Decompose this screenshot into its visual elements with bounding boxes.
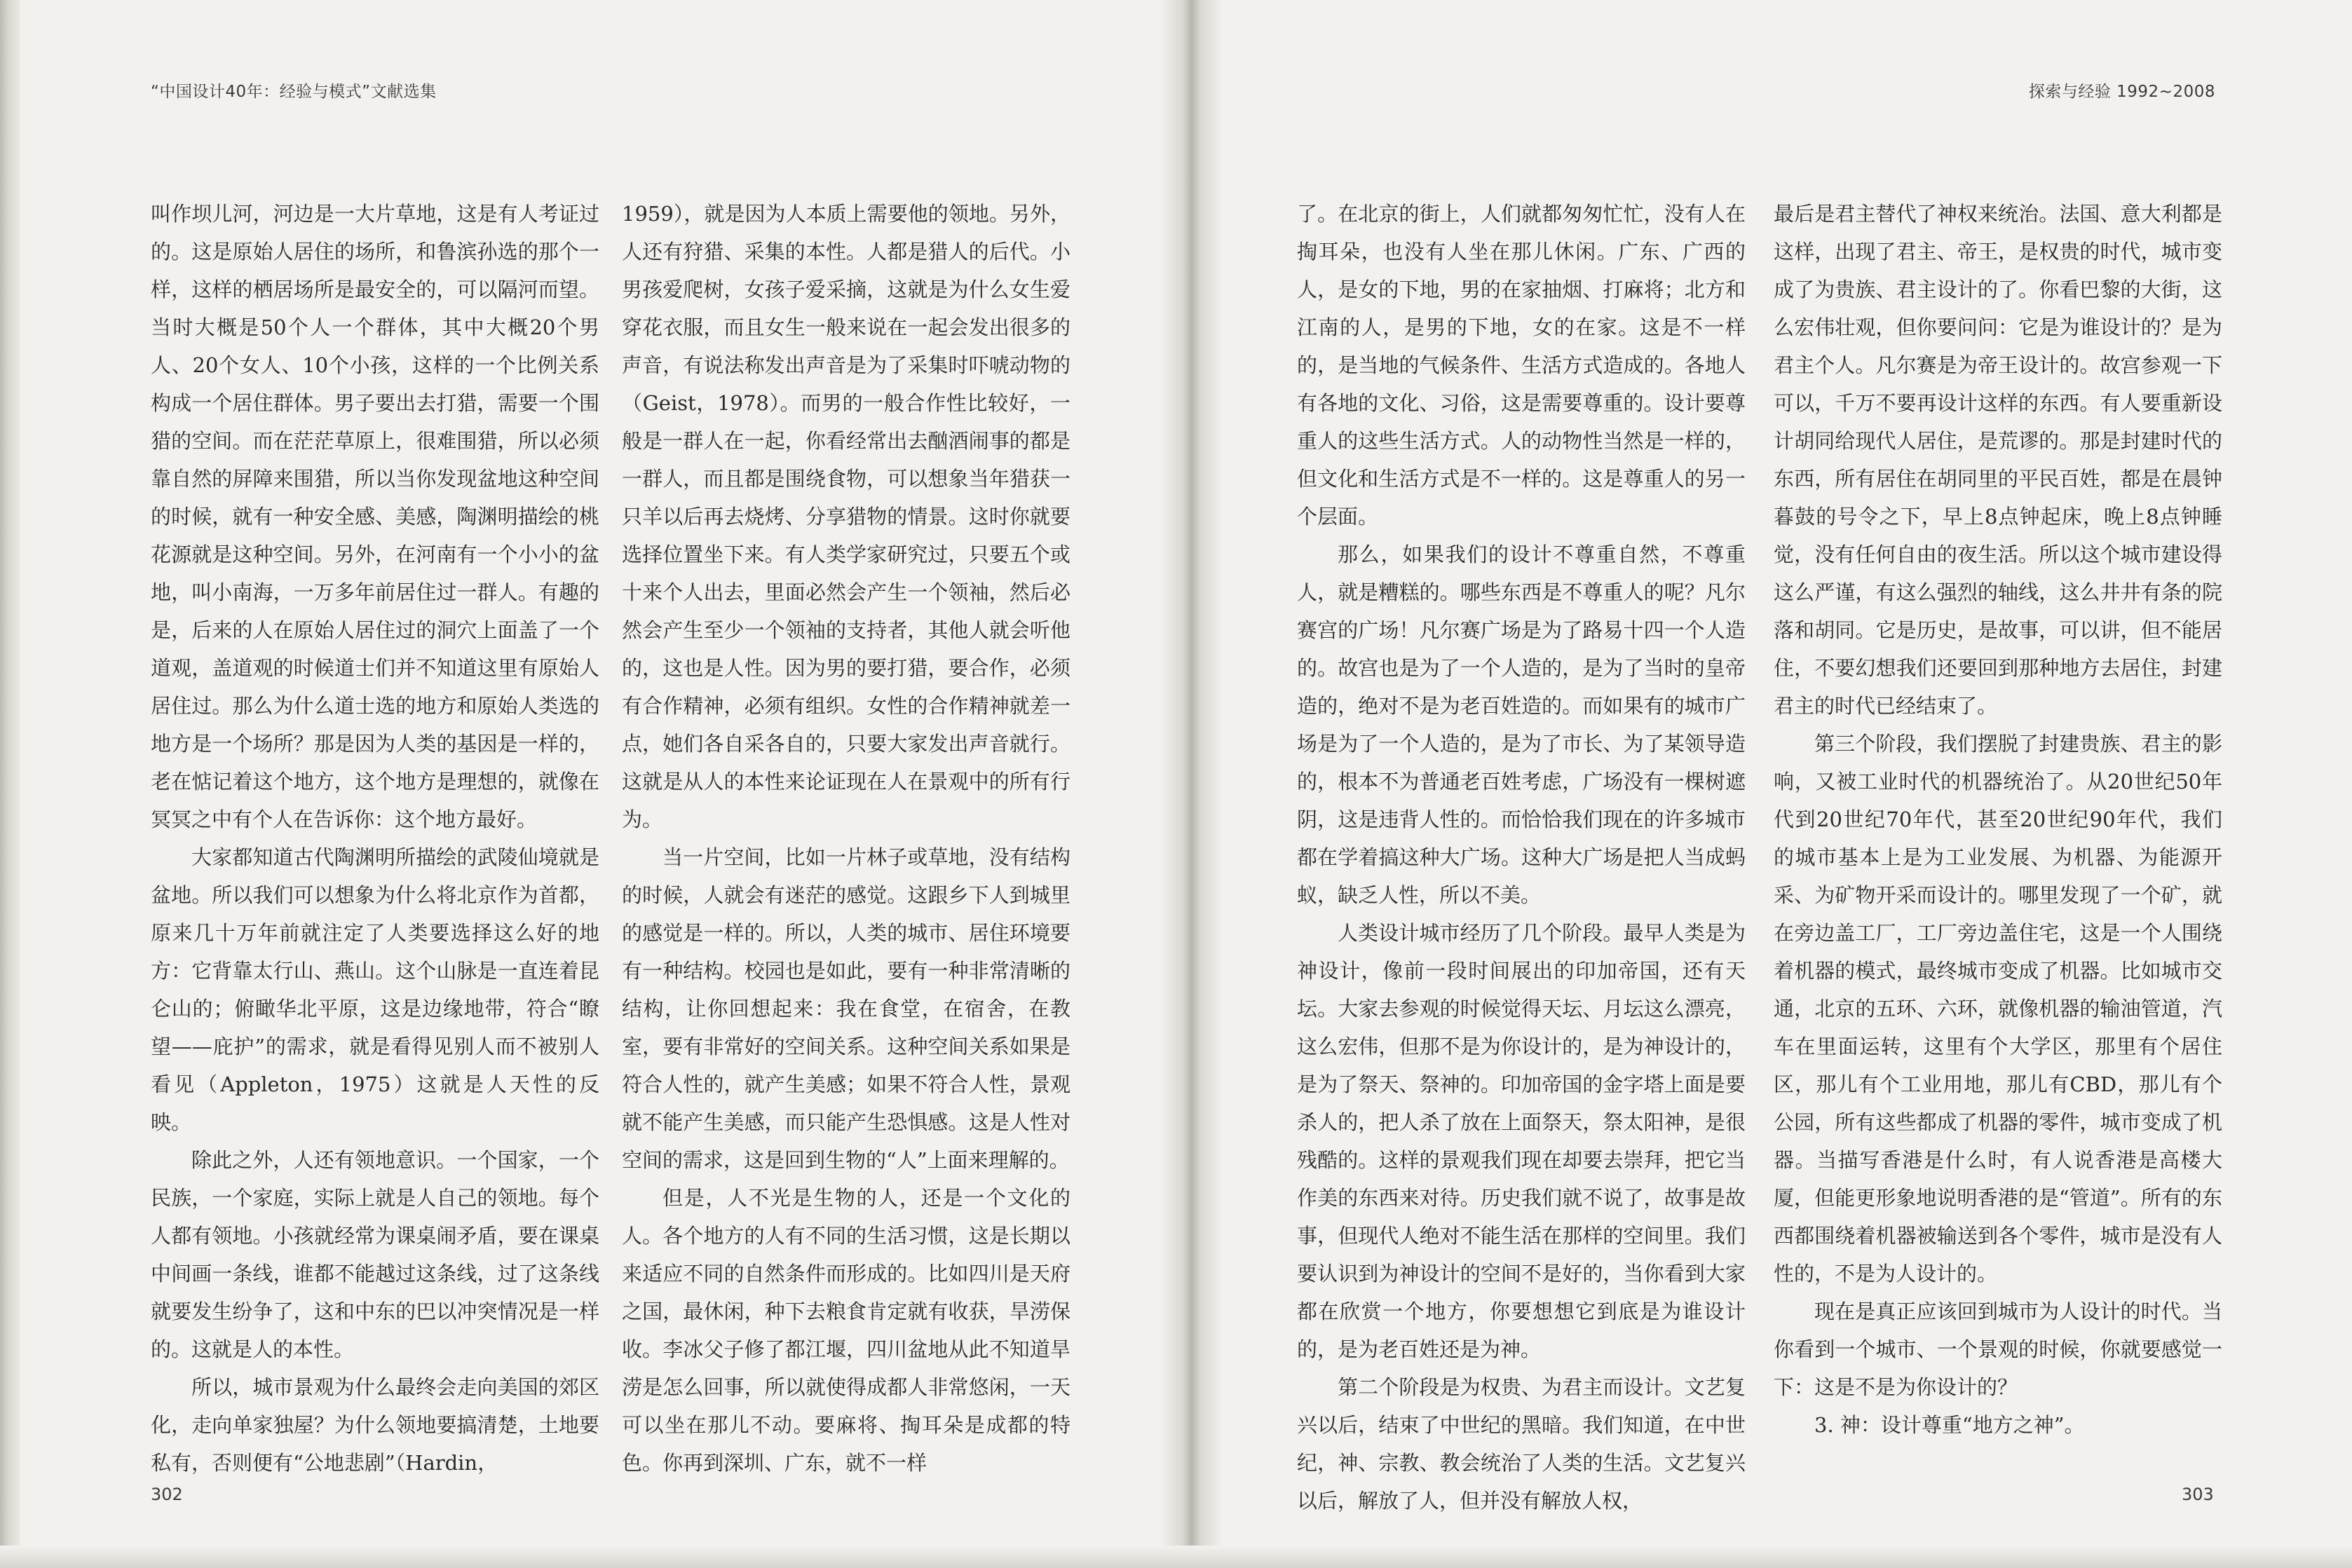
right-page-column-2 <box>1774 195 2222 1444</box>
paragraph: 那么，如果我们的设计不尊重自然，不尊重人，就是糟糕的。哪些东西是不尊重人的呢？凡尔赛宫的广场！凡尔赛广场是为了路易十四一个人造的。故宫也是为了一个人造的，是为了当时的皇帝造的，绝对不是为老百姓造的。而如果有的城市广场是为了一个人造的，是为了市长、为了某领导造的，根本不为普通老百姓考虑，广场没有一棵树遮阴，这是违背人性的。而恰恰我们现在的许多城市都在学着搞这种大广场。这种大广场是把人当成蚂蚁，缺乏人性，所以不美。 <box>1297 543 1746 907</box>
paragraph: 现在是真正应该回到城市为人设计的时代。当你看到一个城市、一个景观的时候，你就要感觉一下：这是不是为你设计的？ <box>1774 1300 2222 1399</box>
book-gutter <box>1160 0 1223 1568</box>
paragraph: 除此之外，人还有领地意识。一个国家，一个民族，一个家庭，实际上就是人自己的领地。每个人都有领地。小孩就经常为课桌闹矛盾，要在课桌中间画一条线，谁都不能越过这条线，过了这条线就要发生纷争了，这和中东的巴以冲突情况是一样的。这就是人的本性。 <box>151 1148 599 1361</box>
left-page-column-2 <box>622 195 1070 1482</box>
paragraph: 但是，人不光是生物的人，还是一个文化的人。各个地方的人有不同的生活习惯，这是长期以来适应不同的自然条件而形成的。比如四川是天府之国，最休闲，种下去粮食肯定就有收获，旱涝保收。李冰父子修了都江堰，四川盆地从此不知道旱涝是怎么回事，所以就使得成都人非常悠闲，一天可以坐在那儿不动。要麻将、掏耳朵是成都的特色。你再到深圳、广东，就不一样 <box>622 1186 1070 1475</box>
right-page-column-1 <box>1297 195 1746 1520</box>
paragraph: 了。在北京的街上，人们就都匆匆忙忙，没有人在掏耳朵，也没有人坐在那儿休闲。广东、广西的人，是女的下地，男的在家抽烟、打麻将；北方和江南的人，是男的下地，女的在家。这是不一样的，是当地的气候条件、生活方式造成的。各地人有各地的文化、习俗，这是需要尊重的。设计要尊重人的这些生活方式。人的动物性当然是一样的，但文化和生活方式是不一样的。这是尊重人的另一个层面。 <box>1297 202 1746 529</box>
paragraph: 最后是君主替代了神权来统治。法国、意大利都是这样，出现了君主、帝王，是权贵的时代，城市变成了为贵族、君主设计的了。你看巴黎的大街，这么宏伟壮观，但你要问问：它是为谁设计的？是为君主个人。凡尔赛是为帝王设计的。故宫参观一下可以，千万不要再设计这样的东西。有人要重新设计胡同给现代人居住，是荒谬的。那是封建时代的东西，所有居住在胡同里的平民百姓，都是在晨钟暮鼓的号令之下，早上8点钟起床，晚上8点钟睡觉，没有任何自由的夜生活。所以这个城市建设得这么严谨，有这么强烈的轴线，这么井井有条的院落和胡同。它是历史，是故事，可以讲，但不能居住，不要幻想我们还要回到那种地方去居住，封建君主的时代已经结束了。 <box>1774 202 2222 718</box>
page-bottom-edge <box>0 1546 2352 1568</box>
paragraph: 当一片空间，比如一片林子或草地，没有结构的时候，人就会有迷茫的感觉。这跟乡下人到城里的感觉是一样的。所以，人类的城市、居住环境要有一种结构。校园也是如此，要有一种非常清晰的结构，让你回想起来：我在食堂，在宿舍，在教室，要有非常好的空间关系。这种空间关系如果是符合人性的，就产生美感；如果不符合人性，景观就不能产生美感，而只能产生恐惧感。这是人性对空间的需求，这是回到生物的“人”上面来理解的。 <box>622 845 1070 1172</box>
page-stack-edge <box>0 0 20 1568</box>
left-page-column-1 <box>151 195 599 1482</box>
paragraph: 第三个阶段，我们摆脱了封建贵族、君主的影响，又被工业时代的机器统治了。从20世纪50年代到20世纪70年代，甚至20世纪90年代，我们的城市基本上是为工业发展、为机器、为能源开采、为矿物开采而设计的。哪里发现了一个矿，就在旁边盖工厂，工厂旁边盖住宅，这是一个人围绕着机器的模式，最终城市变成了机器。比如城市交通，北京的五环、六环，就像机器的输油管道，汽车在里面运转，这里有个大学区，那里有个居住区，那儿有个工业用地，那儿有CBD，那儿有个公园，所有这些都成了机器的零件，城市变成了机器。当描写香港是什么时，有人说香港是高楼大厦，但能更形象地说明香港的是“管道”。所有的东西都围绕着机器被输送到各个零件，城市是没有人性的，不是为人设计的。 <box>1774 732 2222 1286</box>
right-running-head: 探索与经验 1992~2008 <box>2028 83 2215 101</box>
paragraph: 第二个阶段是为权贵、为君主而设计。文艺复兴以后，结束了中世纪的黑暗。我们知道，在中世纪，神、宗教、教会统治了人类的生活。文艺复兴以后，解放了人，但并没有解放人权， <box>1297 1375 1746 1513</box>
paragraph: 叫作坝儿河，河边是一大片草地，这是有人考证过的。这是原始人居住的场所，和鲁滨孙选的那个一样，这样的栖居场所是最安全的，可以隔河而望。当时大概是50个人一个群体，其中大概20个男人、20个女人、10个小孩，这样的一个比例关系构成一个居住群体。男子要出去打猎，需要一个围猎的空间。而在茫茫草原上，很难围猎，所以必须靠自然的屏障来围猎，所以当你发现盆地这种空间的时候，就有一种安全感、美感，陶渊明描绘的桃花源就是这种空间。另外，在河南有一个小小的盆地，叫小南海，一万多年前居住过一群人。有趣的是，后来的人在原始人居住过的洞穴上面盖了一个道观，盖道观的时候道士们并不知道这里有原始人居住过。那么为什么道士选的地方和原始人类选的地方是一个场所？那是因为人类的基因是一样的，老在惦记着这个地方，这个地方是理想的，就像在冥冥之中有个人在告诉你：这个地方最好。 <box>151 202 599 831</box>
paragraph: 1959），就是因为人本质上需要他的领地。另外，人还有狩猎、采集的本性。人都是猎人的后代。小男孩爱爬树，女孩子爱采摘，这就是为什么女生爱穿花衣服，而且女生一般来说在一起会发出很多的声音，有说法称发出声音是为了采集时吓唬动物的（Geist，1978）。而男的一般合作性比较好，一般是一群人在一起，你看经常出去酗酒闹事的都是一群人，而且都是围绕食物，可以想象当年猎获一只羊以后再去烧烤、分享猎物的情景。这时你就要选择位置坐下来。有人类学家研究过，只要五个或十来个人出去，里面必然会产生一个领袖，然后必然会产生至少一个领袖的支持者，其他人就会听他的，这也是人性。因为男的要打猎，要合作，必须有合作精神，必须有组织。女性的合作精神就差一点，她们各自采各自的，只要大家发出声音就行。这就是从人的本性来论证现在人在景观中的所有行为。 <box>622 202 1070 831</box>
paragraph: 所以，城市景观为什么最终会走向美国的郊区化，走向单家独屋？为什么领地要搞清楚，土地要私有，否则便有“公地悲剧”（Hardin， <box>151 1375 599 1475</box>
paragraph: 人类设计城市经历了几个阶段。最早人类是为神设计，像前一段时间展出的印加帝国，还有天坛。大家去参观的时候觉得天坛、月坛这么漂亮，这么宏伟，但那不是为你设计的，是为神设计的，是为了祭天、祭神的。印加帝国的金字塔上面是要杀人的，把人杀了放在上面祭天，祭太阳神，是很残酷的。这样的景观我们现在却要去崇拜，把它当作美的东西来对待。历史我们就不说了，故事是故事，但现代人绝对不能生活在那样的空间里。我们要认识到为神设计的空间不是好的，当你看到大家都在欣赏一个地方，你要想想它到底是为谁设计的，是为老百姓还是为神。 <box>1297 921 1746 1361</box>
paragraph: 大家都知道古代陶渊明所描绘的武陵仙境就是盆地。所以我们可以想象为什么将北京作为首都，原来几十万年前就注定了人类要选择这么好的地方：它背靠太行山、燕山。这个山脉是一直连着昆仑山的；俯瞰华北平原，这是边缘地带，符合“瞭望——庇护”的需求，就是看得见别人而不被别人看见（Appleton，1975）这就是人天性的反映。 <box>151 845 599 1134</box>
right-page-number: 303 <box>2182 1485 2214 1504</box>
left-running-head: “中国设计40年：经验与模式”文献选集 <box>151 83 437 101</box>
left-page-number: 302 <box>151 1485 183 1504</box>
section-heading: 3. 神：设计尊重“地方之神”。 <box>1814 1413 2085 1437</box>
